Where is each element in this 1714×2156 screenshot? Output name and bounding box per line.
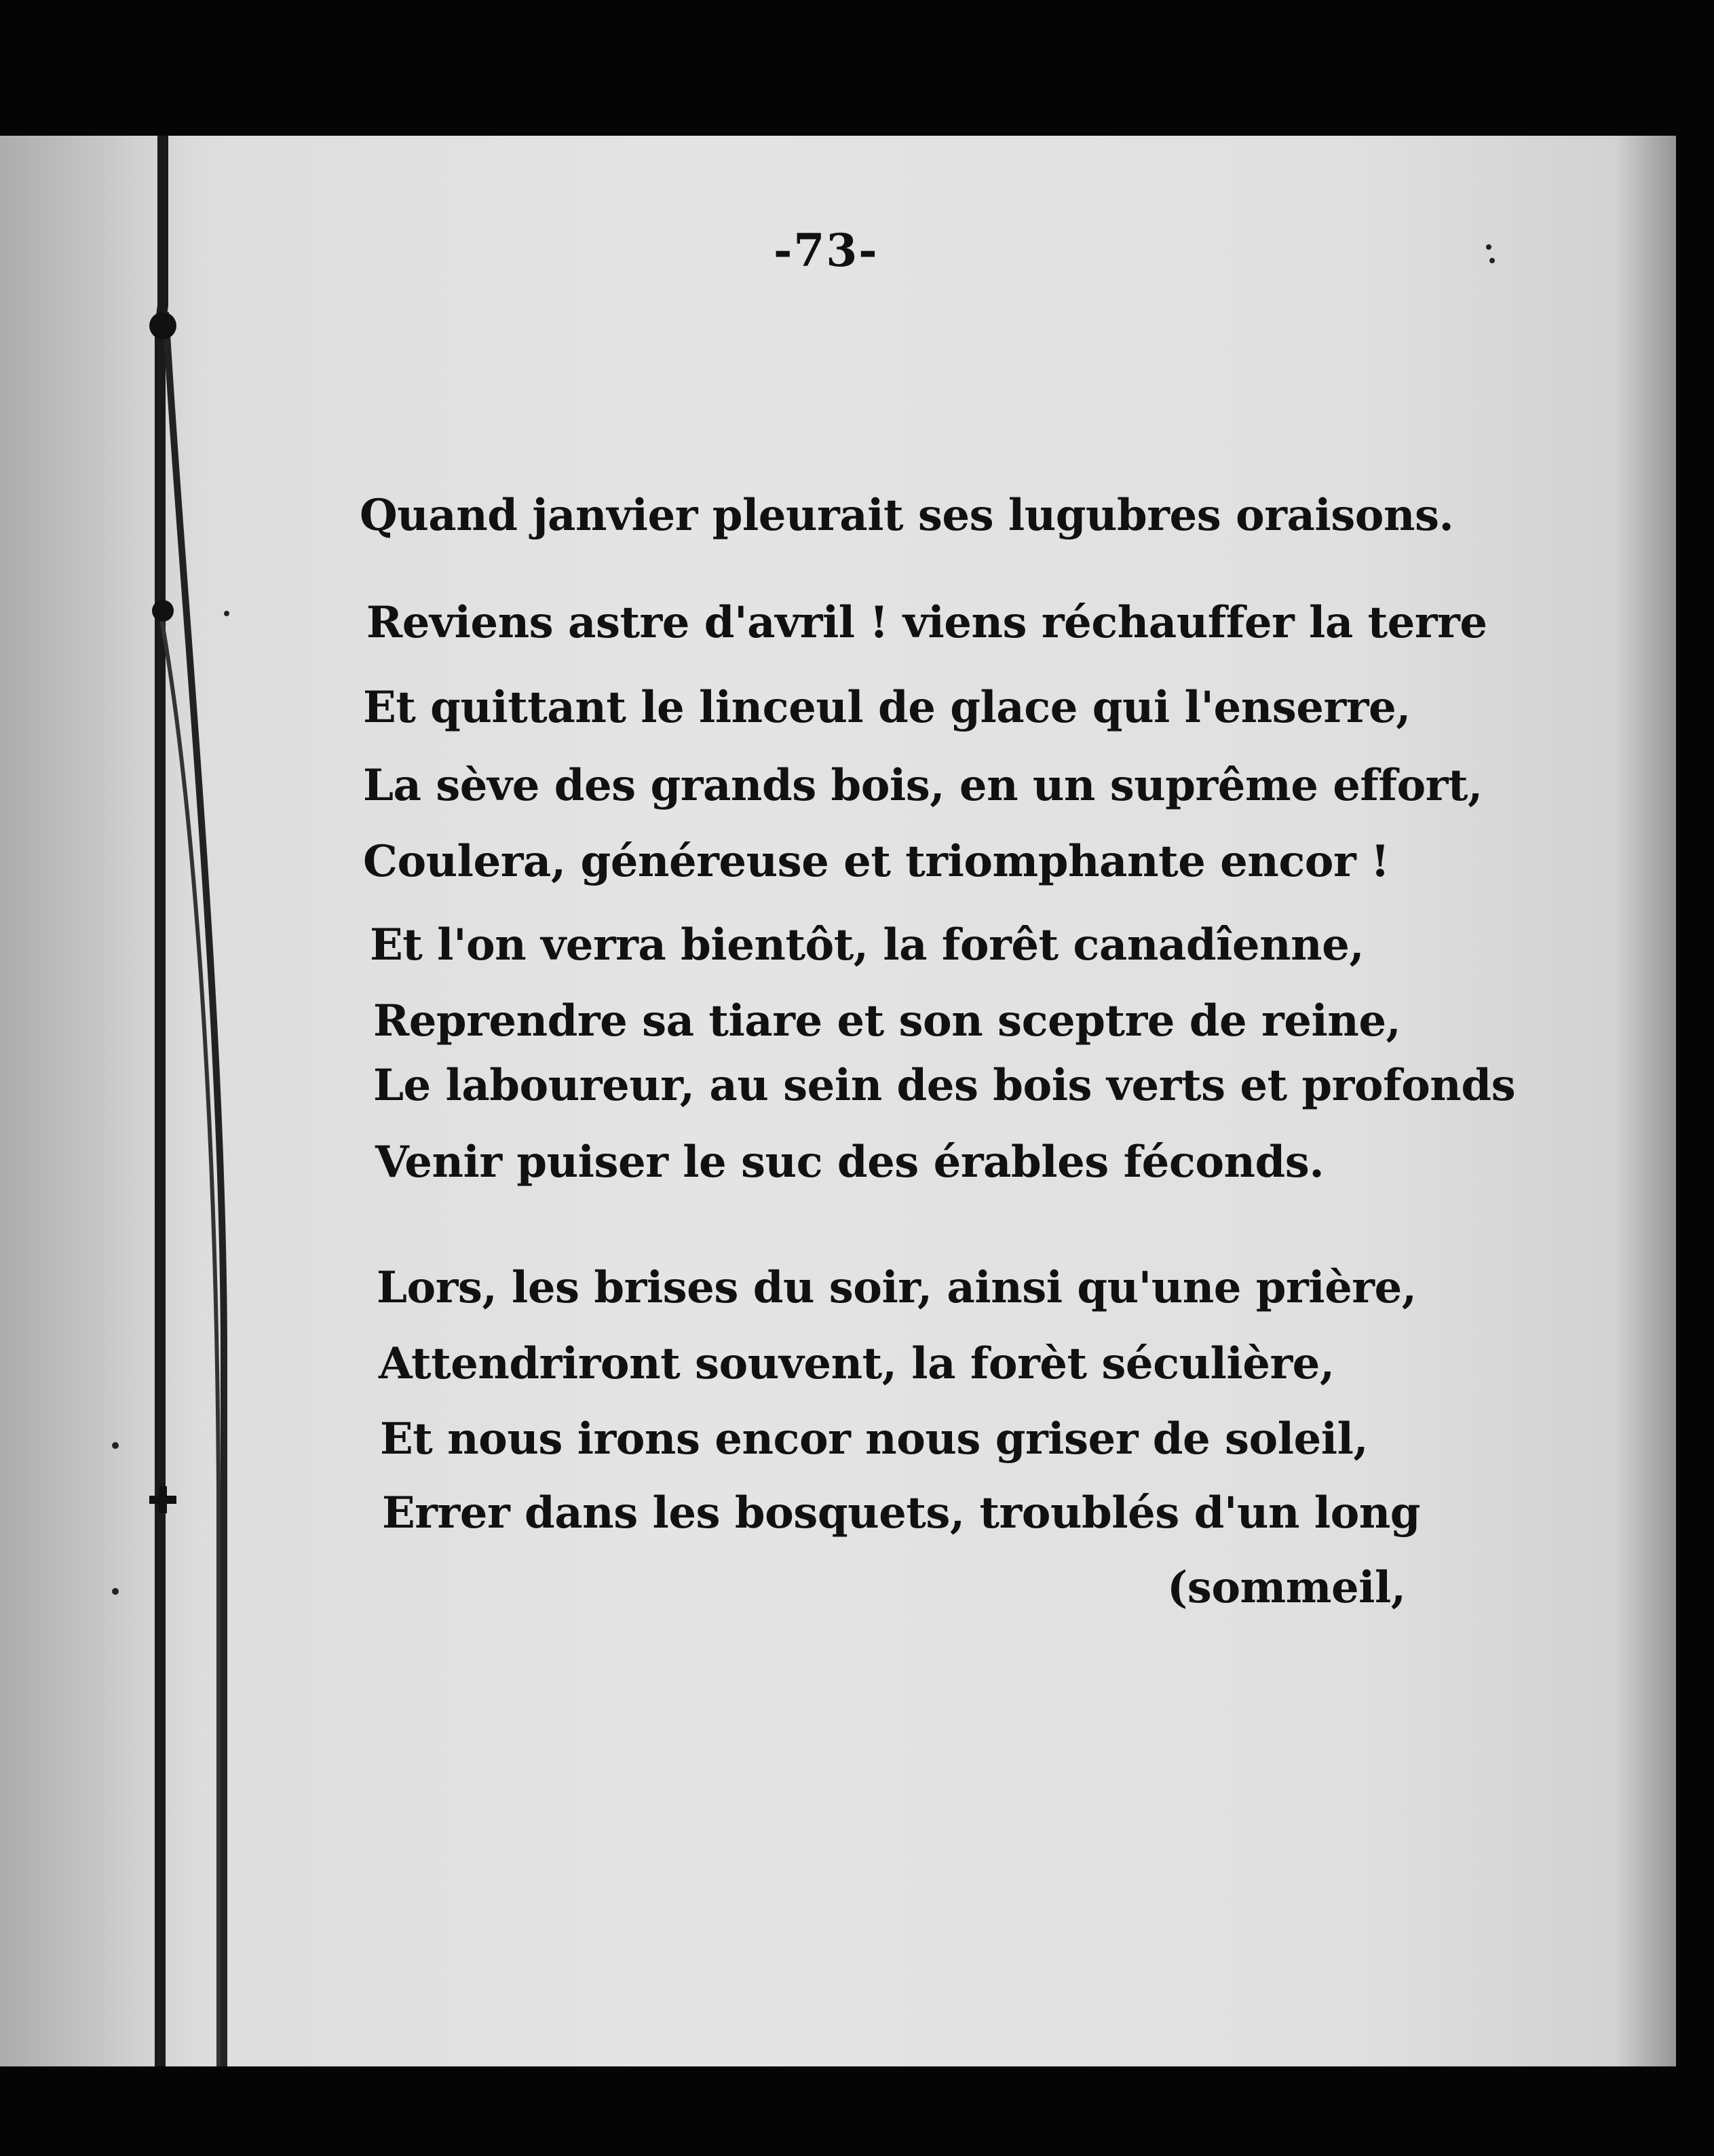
verse-line: Et quittant le linceul de glace qui l'enserre, <box>363 682 1411 733</box>
verse-line: La sève des grands bois, en un suprême effort, <box>363 760 1483 811</box>
speck <box>1489 258 1495 263</box>
verse-line: Coulera, généreuse et triomphante encor ! <box>363 836 1390 887</box>
verse-line: Attendriront souvent, la forèt séculière, <box>379 1338 1335 1389</box>
verse-line: Reviens astre d'avril ! viens réchauffer la terre <box>366 597 1487 648</box>
speck <box>112 1588 119 1595</box>
speck <box>224 611 229 616</box>
verse-line: Errer dans les bosquets, troublés d'un long <box>382 1488 1421 1538</box>
verse-line: Venir puiser le suc des érables féconds. <box>375 1137 1325 1188</box>
speck <box>112 1442 119 1449</box>
verse-line-continuation: (sommeil, <box>1167 1562 1406 1613</box>
verse-line: Et l'on verra bientôt, la forêt canadîenne, <box>370 920 1365 970</box>
verse-line: Le laboureur, au sein des bois verts et profonds <box>373 1060 1516 1111</box>
binding-spine <box>142 136 237 2066</box>
verse-line: Lors, les brises du soir, ainsi qu'une prière, <box>377 1262 1417 1313</box>
page-number: -73- <box>774 224 879 277</box>
verse-line: Quand janvier pleurait ses lugubres oraisons. <box>360 490 1454 541</box>
speck <box>1486 244 1491 250</box>
verse-line: Reprendre sa tiare et son sceptre de reine, <box>373 996 1401 1046</box>
verse-line: Et nous irons encor nous griser de soleil, <box>380 1414 1369 1464</box>
page-shadow-right <box>1615 136 1676 2066</box>
